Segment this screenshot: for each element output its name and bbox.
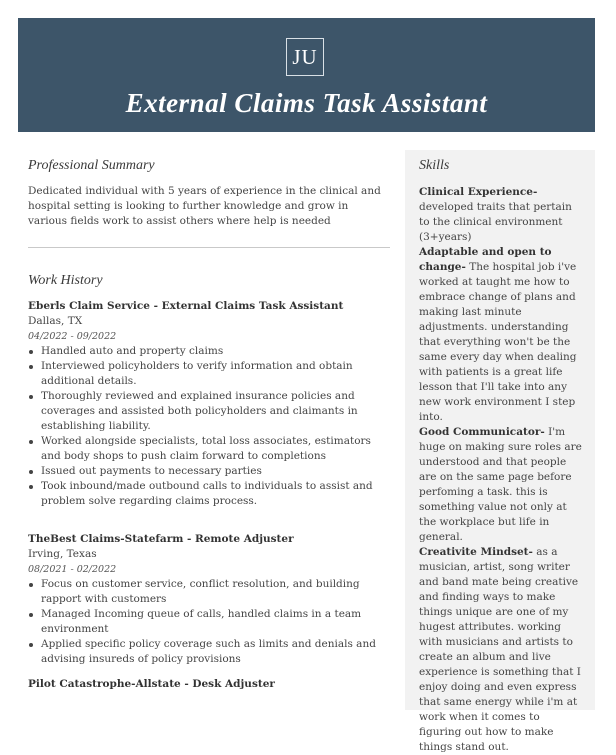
job-bullet: Handled auto and property claims xyxy=(28,344,390,359)
skill-text: developed traits that pertain to the clinical environment (3+years) xyxy=(419,201,572,243)
resume-title: External Claims Task Assistant xyxy=(125,88,488,118)
skill-label: Clinical Experience- xyxy=(419,186,538,198)
skill-label: Good Communicator- xyxy=(419,426,545,438)
skills-sidebar xyxy=(405,150,595,753)
skill-text: as a musician, artist, song writer and band mate being creative and finding ways to make things unique are one of my hugest attributes. working with musicians and artists to create an album and live experience is something that I enjoy doing and even express that same energy while i'm at work when it comes to figuring out how to make things stand out. xyxy=(419,546,581,753)
main-column xyxy=(28,150,390,692)
skills-list xyxy=(419,185,582,755)
summary-text: Dedicated individual with 5 years of experience in the clinical and hospital setting is looking to further knowledge and grow in various fields work to assist others where help is needed xyxy=(28,185,381,227)
job-bullet: Interviewed policyholders to verify information and obtain additional details. xyxy=(28,359,390,389)
job-bullet: Managed Incoming queue of calls, handled claims in a team environment xyxy=(28,607,390,637)
skills-heading: Skills xyxy=(419,158,450,173)
job-title: Eberls Claim Service - External Claims Task Assistant xyxy=(28,300,344,312)
job-bullets xyxy=(28,577,390,667)
job-bullets xyxy=(28,344,390,509)
job-bullet: Applied specific policy coverage such as limits and denials and advising insureds of policy provisions xyxy=(28,637,390,667)
skill-item xyxy=(419,245,582,425)
section-divider xyxy=(28,247,390,248)
skill-item xyxy=(419,425,582,545)
job-location: Irving, Texas xyxy=(28,548,97,560)
monogram: JU xyxy=(286,38,324,76)
job-bullet: Thoroughly reviewed and explained insurance policies and coverages and assisted both policyholders and claimants in establishing liability. xyxy=(28,389,390,434)
summary-heading: Professional Summary xyxy=(28,158,155,173)
skill-text: I'm huge on making sure roles are understood and that people are on the same page before perfoming a task. this is something value not only at the workplace but life in general. xyxy=(419,426,582,543)
job-bullet: Focus on customer service, conflict resolution, and building rapport with customers xyxy=(28,577,390,607)
work-history-heading: Work History xyxy=(28,273,103,288)
job-entry xyxy=(28,532,390,667)
job-dates: 08/2021 - 02/2022 xyxy=(28,564,117,575)
job-entry xyxy=(28,299,390,509)
job-bullet: Issued out payments to necessary parties xyxy=(28,464,390,479)
skill-label: Creativite Mindset- xyxy=(419,546,533,558)
job-entry xyxy=(28,677,390,692)
job-dates: 04/2022 - 09/2022 xyxy=(28,331,117,342)
job-bullet: Worked alongside specialists, total loss associates, estimators and body shops to push claim forward to completions xyxy=(28,434,390,464)
skill-text: The hospital job i've worked at taught me how to embrace change of plans and making last minute adjustments. understanding that everything won't be the same every day when dealing with patients is a great life lesson that I'll take into any new work environment I step into. xyxy=(419,261,577,423)
job-title: Pilot Catastrophe-Allstate - Desk Adjuster xyxy=(28,678,275,690)
job-bullet: Took inbound/made outbound calls to individuals to assist and problem solve regarding claims process. xyxy=(28,479,390,509)
job-title: TheBest Claims-Statefarm - Remote Adjuster xyxy=(28,533,294,545)
skill-item xyxy=(419,545,582,755)
skill-label: Adaptable and open to change- xyxy=(419,246,552,273)
job-location: Dallas, TX xyxy=(28,315,83,327)
skill-item xyxy=(419,185,582,245)
